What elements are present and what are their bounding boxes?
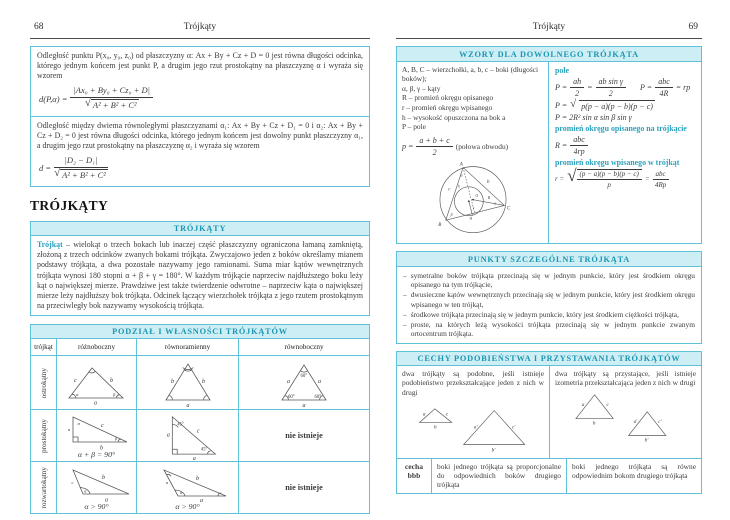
special-point-item xyxy=(403,290,695,309)
formulas-legend-column xyxy=(397,62,549,244)
col-header-trojkat: trójkąt xyxy=(34,343,53,352)
acute-scalene-cell xyxy=(56,355,136,409)
fraction-denominator xyxy=(54,168,108,181)
angle-label-alpha: α xyxy=(83,488,86,494)
fraction-numerator: abc xyxy=(655,77,673,88)
formula-lhs: P = xyxy=(555,100,568,110)
distance-two-planes-text: Odległość między dwiema równoległymi płaszczyznami α₁: Ax + By + Cz + D₁ = 0 i α₂: Ax + By + Cz + D₂ = 0 jest równa długości odcinka, którego jednym końcem jest dowolny punkt płaszczyzny α₁, a drugim jego rzut prostokątny na płaszczyznę α₂ i wyraża się wzorem xyxy=(37,120,363,151)
classification-band: PODZIAŁ I WŁASNOŚCI TRÓJKĄTÓW xyxy=(31,325,369,340)
radicand: A² + B² + C² xyxy=(92,100,137,111)
not-exists-cell: nie istnieje xyxy=(238,461,369,513)
row-label-rozwartokatny: rozwartokątny xyxy=(31,461,56,513)
distance-two-planes-formula xyxy=(31,153,369,186)
triangle-definition-text xyxy=(31,236,369,315)
formulas-band: WZORY DLA DOWOLNEGO TRÓJKĄTA xyxy=(397,47,701,62)
col-header-rownoramienny: równoramienny xyxy=(136,339,238,355)
side-label-c: c xyxy=(73,377,77,384)
angle-label-alpha: α xyxy=(77,421,80,427)
side-label-b: b xyxy=(99,445,103,451)
bullet-dash: – xyxy=(403,309,407,319)
inradius-formula xyxy=(555,166,695,190)
side-label-a: a xyxy=(318,378,321,385)
triangle-circles-diagram xyxy=(411,160,535,236)
similar-triangles-diagram xyxy=(409,397,537,453)
fraction-denominator: 4R xyxy=(659,88,669,98)
side-label-a: a xyxy=(469,216,472,222)
side-label-b: b xyxy=(170,378,174,385)
header-rule xyxy=(396,38,702,39)
fraction xyxy=(70,86,153,111)
formula-lhs: d = xyxy=(39,163,52,174)
col-header-rownoboczny: równoboczny xyxy=(238,339,369,355)
equilateral-triangle-diagram xyxy=(244,358,364,408)
section-heading: TRÓJKĄTY xyxy=(30,197,109,213)
half-perimeter-formula xyxy=(402,134,543,158)
radicand: p(p − a)(p − b)(p − c) xyxy=(581,101,653,111)
fraction-numerator: |Ax₀ + By₀ + Cz₀ + D| xyxy=(70,86,153,98)
angle-label-beta: β xyxy=(450,213,453,218)
distance-point-plane-text: Odległość punktu P(x₀, y₀, z₀) od płaszczyzny α: Ax + By + Cz + D = 0 jest równa długości odcinka, którego jednym końcem jest punkt P, a drugim jego rzut prostokątny na płaszczyznę α i wyraża się wzorem xyxy=(37,51,363,81)
radical-sign: √ xyxy=(84,97,91,110)
height-label-h: h xyxy=(457,184,460,189)
left-page xyxy=(30,0,370,520)
fraction-denominator: 4Rp xyxy=(654,180,667,189)
fraction-numerator: abc xyxy=(653,170,669,180)
equilateral-cell xyxy=(238,355,369,409)
right-page xyxy=(396,0,702,520)
formula-lhs: P = xyxy=(640,82,653,92)
side-label-b: b xyxy=(486,180,490,186)
bullet-dash: – xyxy=(403,270,407,280)
page-number: 69 xyxy=(688,22,698,32)
fraction-numerator: |D₂ − D₁| xyxy=(54,156,108,168)
obtuse-isosceles-triangle-diagram xyxy=(138,464,238,502)
legend-line: α, β, γ – kąty xyxy=(402,83,441,93)
fraction-numerator: ah xyxy=(570,77,584,88)
distance-point-plane-box xyxy=(30,46,370,117)
obtuse-isosceles-cell xyxy=(136,461,238,513)
area-heading: pole xyxy=(555,65,570,75)
bullet-dash: – xyxy=(403,320,407,329)
area-formula-heron xyxy=(555,97,695,111)
angle-label-60: 60° xyxy=(300,373,308,379)
cecha-bbb-congruent-text: boki jednego trójkąta są równe odpowiednim bokom drugiego trójkąta xyxy=(566,459,701,493)
side-label-a: a xyxy=(166,432,170,439)
fraction-denominator: 2 xyxy=(608,88,613,98)
obtuse-triangle-caption: α > 90° xyxy=(175,502,200,512)
special-points-box xyxy=(396,251,702,343)
side-label-c-prime: c′ xyxy=(512,424,516,431)
similarity-congruence-box xyxy=(396,351,702,494)
formulas-box xyxy=(396,46,702,244)
right-scalene-triangle-diagram xyxy=(59,412,135,450)
cecha-bbb-similar-text: boki jednego trójkąta są proporcjonalne do odpowiednich boków drugiego trójkąta xyxy=(431,459,566,493)
legend-line: P – pole xyxy=(402,122,426,132)
special-point-item xyxy=(403,310,695,319)
similar-triangles-cell xyxy=(397,366,549,458)
congruent-triangles-cell xyxy=(549,366,701,458)
radicand: A² + B² + C² xyxy=(62,169,106,180)
equals-sign: = xyxy=(644,175,650,184)
side-label-a: a xyxy=(67,427,70,433)
side-label-a: a xyxy=(186,402,189,408)
vertex-label-C: C xyxy=(506,206,510,212)
side-label-a: a xyxy=(302,402,306,408)
side-label-b: b xyxy=(433,424,437,431)
legend-line: h – wysokość opuszczona na bok a xyxy=(402,112,506,122)
right-page-header xyxy=(398,22,700,35)
formula-lhs: P = xyxy=(555,82,568,92)
inradius-label-r: r xyxy=(472,206,474,211)
side-label-b: b xyxy=(109,377,113,384)
obtuse-scalene-triangle-diagram xyxy=(59,464,135,502)
side-label-a: a xyxy=(581,401,584,408)
formula-lhs: R = xyxy=(555,141,568,151)
running-title: Trójkąty xyxy=(532,22,566,32)
area-formula-sines: P = 2R² sin α sin β sin γ xyxy=(555,112,632,122)
definition-term: Trójkąt xyxy=(37,240,63,250)
not-exists-cell: nie istnieje xyxy=(238,409,369,461)
side-label-c: c xyxy=(447,187,450,193)
side-label-a-prime: a′ xyxy=(633,418,637,425)
angle-label-60: 60° xyxy=(288,394,295,400)
circumradius-label-R: R xyxy=(487,196,490,201)
formulas-column xyxy=(549,62,701,244)
side-label-c: c xyxy=(445,411,449,418)
formula-lhs: r = xyxy=(555,175,565,184)
special-point-text: symetralne boków trójkąta przecinają się w jednym punkcie, który jest środkiem okręgu opisanego na tym trójkącie, xyxy=(410,270,695,289)
acute-isosceles-cell xyxy=(136,355,238,409)
page-number: 68 xyxy=(34,22,44,32)
side-label-a: a xyxy=(165,480,168,486)
side-label-b: b xyxy=(101,475,105,482)
similar-triangles-text: dwa trójkąty są podobne, jeśli istnieje podobieństwo przekształcające jeden z nich w drugi xyxy=(402,369,544,397)
fraction-numerator: (p − a)(p − b)(p − c) xyxy=(577,170,642,180)
formula-lhs: d(P,α) = xyxy=(39,93,68,104)
bullet-dash: – xyxy=(403,290,407,300)
side-label-c-prime: c′ xyxy=(657,418,662,425)
header-rule xyxy=(30,38,370,39)
legend-line: A, B, C – wierzchołki, a, b, c – boki (długości boków); xyxy=(402,64,539,84)
fraction-denominator: 4rp xyxy=(573,147,585,157)
obtuse-triangle-caption: α > 90° xyxy=(84,502,109,512)
side-label-a: a xyxy=(192,456,196,461)
fraction-denominator xyxy=(70,98,153,111)
side-label-b: b xyxy=(201,378,205,385)
angle-label-alpha: α xyxy=(179,490,182,496)
formula-note: (połowa obwodu) xyxy=(455,142,509,152)
row-label-prostokatny: prostokątny xyxy=(31,409,56,461)
circumradius-heading: promień okręgu opisanego na trójkącie xyxy=(555,123,687,133)
side-label-c: c xyxy=(71,480,73,486)
acute-scalene-triangle-diagram xyxy=(59,361,135,405)
angle-label-60: 60° xyxy=(314,394,322,400)
vertex-label-B: B xyxy=(437,223,441,229)
formula-tail: = rp xyxy=(675,82,691,92)
side-label-a: a xyxy=(422,411,426,418)
row-label-ostrokatny: ostrokątny xyxy=(31,355,56,409)
right-isosceles-triangle-diagram xyxy=(138,411,238,460)
circumradius-formula xyxy=(555,135,695,156)
acute-isosceles-triangle-diagram xyxy=(138,358,238,408)
angle-label-beta: β xyxy=(114,436,117,442)
special-point-text: proste, na których leżą wysokości trójkąta przecinają się w jednym punkcie zwanym ortocentrum trójkąta. xyxy=(410,320,695,339)
distance-point-plane-formula xyxy=(31,83,369,116)
side-label-b-prime: b′ xyxy=(491,447,496,454)
congruent-triangles-diagram xyxy=(562,388,690,444)
angle-label-45: 45° xyxy=(176,423,184,429)
radical-sign: √ xyxy=(567,166,577,186)
left-page-header xyxy=(32,22,368,35)
inradius-heading: promień okręgu wpisanego w trójkąt xyxy=(555,158,680,168)
side-label-c: c xyxy=(196,429,199,436)
triangle-definition-band: TRÓJKĄTY xyxy=(31,222,369,237)
obtuse-scalene-cell xyxy=(56,461,136,513)
fraction-denominator: 2 xyxy=(432,148,437,158)
special-point-text: środkowe trójkąta przecinają się w jednym punkcie, który jest środkiem ciężkości trójkąta, xyxy=(410,309,679,319)
center-label-O: O xyxy=(474,194,478,199)
triangle-classification-table xyxy=(30,324,370,515)
side-label-a: a xyxy=(104,497,108,503)
distance-two-planes-box xyxy=(30,116,370,187)
running-title: Trójkąty xyxy=(183,22,217,32)
special-points-band: PUNKTY SZCZEGÓLNE TRÓJKĄTA xyxy=(397,252,701,267)
triangle-definition-box xyxy=(30,221,370,316)
legend-line: R – promień okręgu opisanego xyxy=(402,93,494,103)
angle-label-alpha: α xyxy=(460,173,463,178)
side-label-a: a xyxy=(93,400,97,405)
area-formula-1 xyxy=(555,77,695,98)
special-point-item xyxy=(403,271,695,290)
side-label-b: b xyxy=(592,420,595,427)
side-label-b: b xyxy=(195,476,199,483)
similarity-band: CECHY PODOBIEŃSTWA I PRZYSTAWANIA TRÓJKĄTÓW xyxy=(397,352,701,367)
angle-label-45: 45° xyxy=(200,448,207,454)
radical-sign: √ xyxy=(54,166,61,179)
side-label-a-prime: a′ xyxy=(473,424,478,431)
radical-sign: √ xyxy=(570,97,577,110)
angle-label-alpha: α xyxy=(75,391,78,397)
right-isosceles-cell xyxy=(136,409,238,461)
side-label-a: a xyxy=(287,378,290,385)
definition-body: – wielokąt o trzech bokach lub inaczej część płaszczyzny ograniczona łamaną zamkniętą, złożoną z trzech odcinków zwanych bokami trójkąta. Zwyczajowo jeden z boków określamy mianem podstawy trójkąta, a dwa pozostałe nazywamy jego ramionami. Suma miar kątów wewnętrznych trójkąta wynosi 180 stopni α + β + γ = 180°. W każdym trójkącie naprzeciw najdłuższego boku leży kąt o największej mierze. Prawdziwe jest także twierdzenie odwrotne – naprzeciw kąta o największej mierze leży najdłuższy bok trójkąta. Odcinek łączący wierzchołek trójkąta z jego rzutem prostokątnym na przeciwległy bok nazywamy wysokością trójkąta. xyxy=(37,240,363,310)
side-label-c: c xyxy=(100,423,104,430)
col-header-roznoboczny: różnoboczny xyxy=(56,339,136,355)
fraction-denominator: 2 xyxy=(575,88,580,98)
special-point-item xyxy=(403,320,695,339)
fraction-numerator: ab sin γ xyxy=(596,77,627,88)
side-label-c: c xyxy=(605,401,609,408)
cecha-bbb-label: cecha bbb xyxy=(404,461,424,480)
side-label-b-prime: b′ xyxy=(644,437,648,444)
congruent-triangles-text: dwa trójkąty są przystające, jeśli istnieje izometria przekształcająca jeden z nich w drugi xyxy=(555,369,696,388)
legend-line: r – promień okręgu wpisanego xyxy=(402,103,493,112)
formula-lhs: p = xyxy=(402,142,414,152)
side-label-a: a xyxy=(199,498,203,503)
fraction xyxy=(54,156,108,181)
right-scalene-cell xyxy=(56,409,136,461)
fraction-numerator: a + b + c xyxy=(416,136,452,147)
fraction-denominator: p xyxy=(607,181,611,190)
angle-label-gamma: γ xyxy=(493,201,496,206)
special-point-text: dwusieczne kątów wewnętrznych przecinają się w jednym punkcie, który jest środkiem okręgu wpisanego w ten trójkąt, xyxy=(410,290,695,309)
fraction-numerator: abc xyxy=(570,135,588,146)
vertex-label-A: A xyxy=(459,162,463,168)
angle-label-beta: β xyxy=(112,391,115,397)
right-triangle-caption: α + β = 90° xyxy=(77,450,116,460)
equals-sign: = xyxy=(587,82,593,92)
